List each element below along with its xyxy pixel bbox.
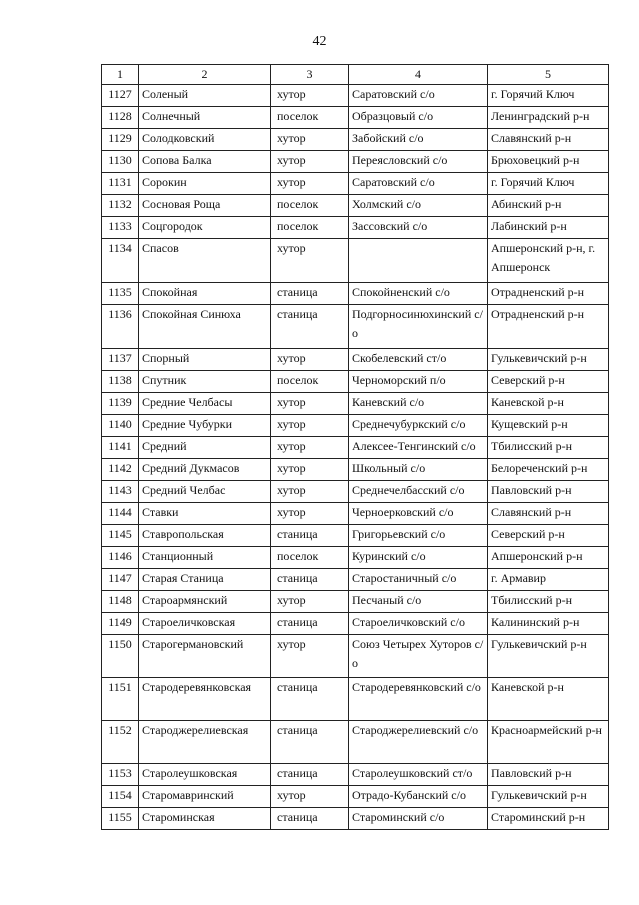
row-number: 1149 — [102, 613, 139, 635]
settlement-type: поселок — [271, 195, 349, 217]
table-row — [102, 129, 609, 151]
settlement-name: Средний — [139, 437, 271, 459]
settlement-type: хутор — [271, 173, 349, 195]
settlement-name: Ставропольская — [139, 525, 271, 547]
administrative-unit: Саратовский с/о — [349, 173, 488, 195]
row-number: 1143 — [102, 481, 139, 503]
district: Староминский р-н — [488, 808, 609, 830]
row-number: 1153 — [102, 764, 139, 786]
settlement-name: Спокойная Синюха — [139, 305, 271, 349]
row-number: 1132 — [102, 195, 139, 217]
settlement-type: хутор — [271, 459, 349, 481]
settlement-type: станица — [271, 764, 349, 786]
settlement-name: Сопова Балка — [139, 151, 271, 173]
table-row — [102, 591, 609, 613]
settlement-name: Спокойная — [139, 283, 271, 305]
table-header-row — [102, 65, 609, 85]
row-number: 1139 — [102, 393, 139, 415]
row-number: 1140 — [102, 415, 139, 437]
row-number: 1134 — [102, 239, 139, 283]
district: Красноармейский р-н — [488, 721, 609, 764]
settlement-type: хутор — [271, 503, 349, 525]
district: Каневской р-н — [488, 393, 609, 415]
table-row — [102, 173, 609, 195]
table-row — [102, 459, 609, 481]
settlement-name: Солнечный — [139, 107, 271, 129]
district: Тбилисский р-н — [488, 437, 609, 459]
district: Лабинский р-н — [488, 217, 609, 239]
row-number: 1128 — [102, 107, 139, 129]
settlement-type: хутор — [271, 239, 349, 283]
settlement-name: Спутник — [139, 371, 271, 393]
district: Северский р-н — [488, 525, 609, 547]
district: Гулькевичский р-н — [488, 786, 609, 808]
column-header: 5 — [488, 65, 609, 85]
district: г. Горячий Ключ — [488, 173, 609, 195]
table-row — [102, 503, 609, 525]
settlement-type: станица — [271, 613, 349, 635]
administrative-unit: Староджерелиевский с/о — [349, 721, 488, 764]
district: Славянский р-н — [488, 129, 609, 151]
settlement-name: Соленый — [139, 85, 271, 107]
settlement-type: хутор — [271, 393, 349, 415]
district: Ленинградский р-н — [488, 107, 609, 129]
settlement-type: поселок — [271, 107, 349, 129]
table-row — [102, 437, 609, 459]
administrative-unit: Григорьевский с/о — [349, 525, 488, 547]
settlement-type: хутор — [271, 129, 349, 151]
administrative-unit: Старостаничный с/о — [349, 569, 488, 591]
settlement-type: хутор — [271, 415, 349, 437]
settlement-name: Старомавринский — [139, 786, 271, 808]
settlement-name: Староармянский — [139, 591, 271, 613]
table-row — [102, 808, 609, 830]
table-row — [102, 283, 609, 305]
row-number: 1151 — [102, 678, 139, 721]
table-row — [102, 195, 609, 217]
settlement-name: Спорный — [139, 349, 271, 371]
settlement-name: Старая Станица — [139, 569, 271, 591]
administrative-unit: Черноерковский с/о — [349, 503, 488, 525]
table-row — [102, 613, 609, 635]
table-row — [102, 393, 609, 415]
settlement-type: хутор — [271, 635, 349, 678]
row-number: 1155 — [102, 808, 139, 830]
settlement-type: хутор — [271, 481, 349, 503]
district: Отрадненский р-н — [488, 283, 609, 305]
administrative-unit: Алексее-Тенгинский с/о — [349, 437, 488, 459]
settlement-type: станица — [271, 569, 349, 591]
table-row — [102, 525, 609, 547]
administrative-unit: Школьный с/о — [349, 459, 488, 481]
settlement-name: Староминская — [139, 808, 271, 830]
administrative-unit: Зассовский с/о — [349, 217, 488, 239]
administrative-unit: Куринский с/о — [349, 547, 488, 569]
district: г. Армавир — [488, 569, 609, 591]
table-row — [102, 85, 609, 107]
administrative-unit: Черноморский п/о — [349, 371, 488, 393]
administrative-unit: Переясловский с/о — [349, 151, 488, 173]
administrative-unit: Подгорносинюхинский с/о — [349, 305, 488, 349]
settlement-type: станица — [271, 525, 349, 547]
settlement-name: Станционный — [139, 547, 271, 569]
settlement-name: Старогермановский — [139, 635, 271, 678]
settlement-type: поселок — [271, 371, 349, 393]
district: Гулькевичский р-н — [488, 349, 609, 371]
settlement-name: Средние Чубурки — [139, 415, 271, 437]
district: Славянский р-н — [488, 503, 609, 525]
settlement-name: Солодковский — [139, 129, 271, 151]
table-row — [102, 569, 609, 591]
administrative-unit: Отрадо-Кубанский с/о — [349, 786, 488, 808]
table-row — [102, 678, 609, 721]
administrative-unit: Староминский с/о — [349, 808, 488, 830]
settlement-name: Стародеревянковская — [139, 678, 271, 721]
settlement-type: хутор — [271, 85, 349, 107]
row-number: 1127 — [102, 85, 139, 107]
district: Апшеронский р-н, г. Апшеронск — [488, 239, 609, 283]
administrative-unit: Каневский с/о — [349, 393, 488, 415]
settlement-name: Староеличковская — [139, 613, 271, 635]
settlement-type: хутор — [271, 437, 349, 459]
district: Отрадненский р-н — [488, 305, 609, 349]
table-row — [102, 151, 609, 173]
settlement-name: Старолеушковская — [139, 764, 271, 786]
table-row — [102, 547, 609, 569]
row-number: 1150 — [102, 635, 139, 678]
settlement-name: Средний Челбас — [139, 481, 271, 503]
settlement-type: хутор — [271, 151, 349, 173]
row-number: 1136 — [102, 305, 139, 349]
row-number: 1145 — [102, 525, 139, 547]
table-row — [102, 721, 609, 764]
administrative-unit — [349, 239, 488, 283]
district: Каневской р-н — [488, 678, 609, 721]
settlement-name: Спасов — [139, 239, 271, 283]
row-number: 1130 — [102, 151, 139, 173]
administrative-unit: Скобелевский ст/о — [349, 349, 488, 371]
district: Абинский р-н — [488, 195, 609, 217]
table-row — [102, 786, 609, 808]
column-header: 2 — [139, 65, 271, 85]
settlement-name: Ставки — [139, 503, 271, 525]
table-row — [102, 371, 609, 393]
administrative-unit: Забойский с/о — [349, 129, 488, 151]
administrative-unit: Союз Четырех Хуторов с/о — [349, 635, 488, 678]
settlement-type: хутор — [271, 591, 349, 613]
table-row — [102, 415, 609, 437]
row-number: 1146 — [102, 547, 139, 569]
table-row — [102, 481, 609, 503]
row-number: 1129 — [102, 129, 139, 151]
administrative-unit: Саратовский с/о — [349, 85, 488, 107]
district: г. Горячий Ключ — [488, 85, 609, 107]
column-header: 3 — [271, 65, 349, 85]
row-number: 1135 — [102, 283, 139, 305]
settlements-table — [101, 64, 609, 830]
row-number: 1138 — [102, 371, 139, 393]
administrative-unit: Староеличковский с/о — [349, 613, 488, 635]
row-number: 1144 — [102, 503, 139, 525]
row-number: 1152 — [102, 721, 139, 764]
table-row — [102, 239, 609, 283]
row-number: 1154 — [102, 786, 139, 808]
row-number: 1141 — [102, 437, 139, 459]
settlement-name: Средний Дукмасов — [139, 459, 271, 481]
table-row — [102, 305, 609, 349]
administrative-unit: Образцовый с/о — [349, 107, 488, 129]
district: Гулькевичский р-н — [488, 635, 609, 678]
table-row — [102, 764, 609, 786]
settlement-type: станица — [271, 721, 349, 764]
settlement-type: станица — [271, 678, 349, 721]
administrative-unit: Среднечелбасский с/о — [349, 481, 488, 503]
table-row — [102, 635, 609, 678]
administrative-unit: Спокойненский с/о — [349, 283, 488, 305]
row-number: 1133 — [102, 217, 139, 239]
district: Кущевский р-н — [488, 415, 609, 437]
settlement-type: станица — [271, 808, 349, 830]
row-number: 1142 — [102, 459, 139, 481]
column-header: 4 — [349, 65, 488, 85]
district: Белореченский р-н — [488, 459, 609, 481]
row-number: 1137 — [102, 349, 139, 371]
settlement-type: станица — [271, 305, 349, 349]
settlement-name: Староджерелиевская — [139, 721, 271, 764]
administrative-unit: Песчаный с/о — [349, 591, 488, 613]
table-row — [102, 217, 609, 239]
column-header: 1 — [102, 65, 139, 85]
district: Брюховецкий р-н — [488, 151, 609, 173]
table-row — [102, 349, 609, 371]
settlement-name: Соцгородок — [139, 217, 271, 239]
settlement-name: Средние Челбасы — [139, 393, 271, 415]
settlement-type: станица — [271, 283, 349, 305]
district: Тбилисский р-н — [488, 591, 609, 613]
administrative-unit: Среднечубуркский с/о — [349, 415, 488, 437]
settlement-type: хутор — [271, 349, 349, 371]
settlement-type: хутор — [271, 786, 349, 808]
district: Апшеронский р-н — [488, 547, 609, 569]
settlement-name: Сосновая Роща — [139, 195, 271, 217]
district: Калининский р-н — [488, 613, 609, 635]
administrative-unit: Старолеушковский ст/о — [349, 764, 488, 786]
district: Северский р-н — [488, 371, 609, 393]
district: Павловский р-н — [488, 764, 609, 786]
settlement-type: поселок — [271, 217, 349, 239]
page-number: 42 — [312, 34, 327, 49]
administrative-unit: Холмский с/о — [349, 195, 488, 217]
settlement-name: Сорокин — [139, 173, 271, 195]
settlement-type: поселок — [271, 547, 349, 569]
administrative-unit: Стародеревянковский с/о — [349, 678, 488, 721]
row-number: 1147 — [102, 569, 139, 591]
row-number: 1148 — [102, 591, 139, 613]
district: Павловский р-н — [488, 481, 609, 503]
row-number: 1131 — [102, 173, 139, 195]
table-row — [102, 107, 609, 129]
